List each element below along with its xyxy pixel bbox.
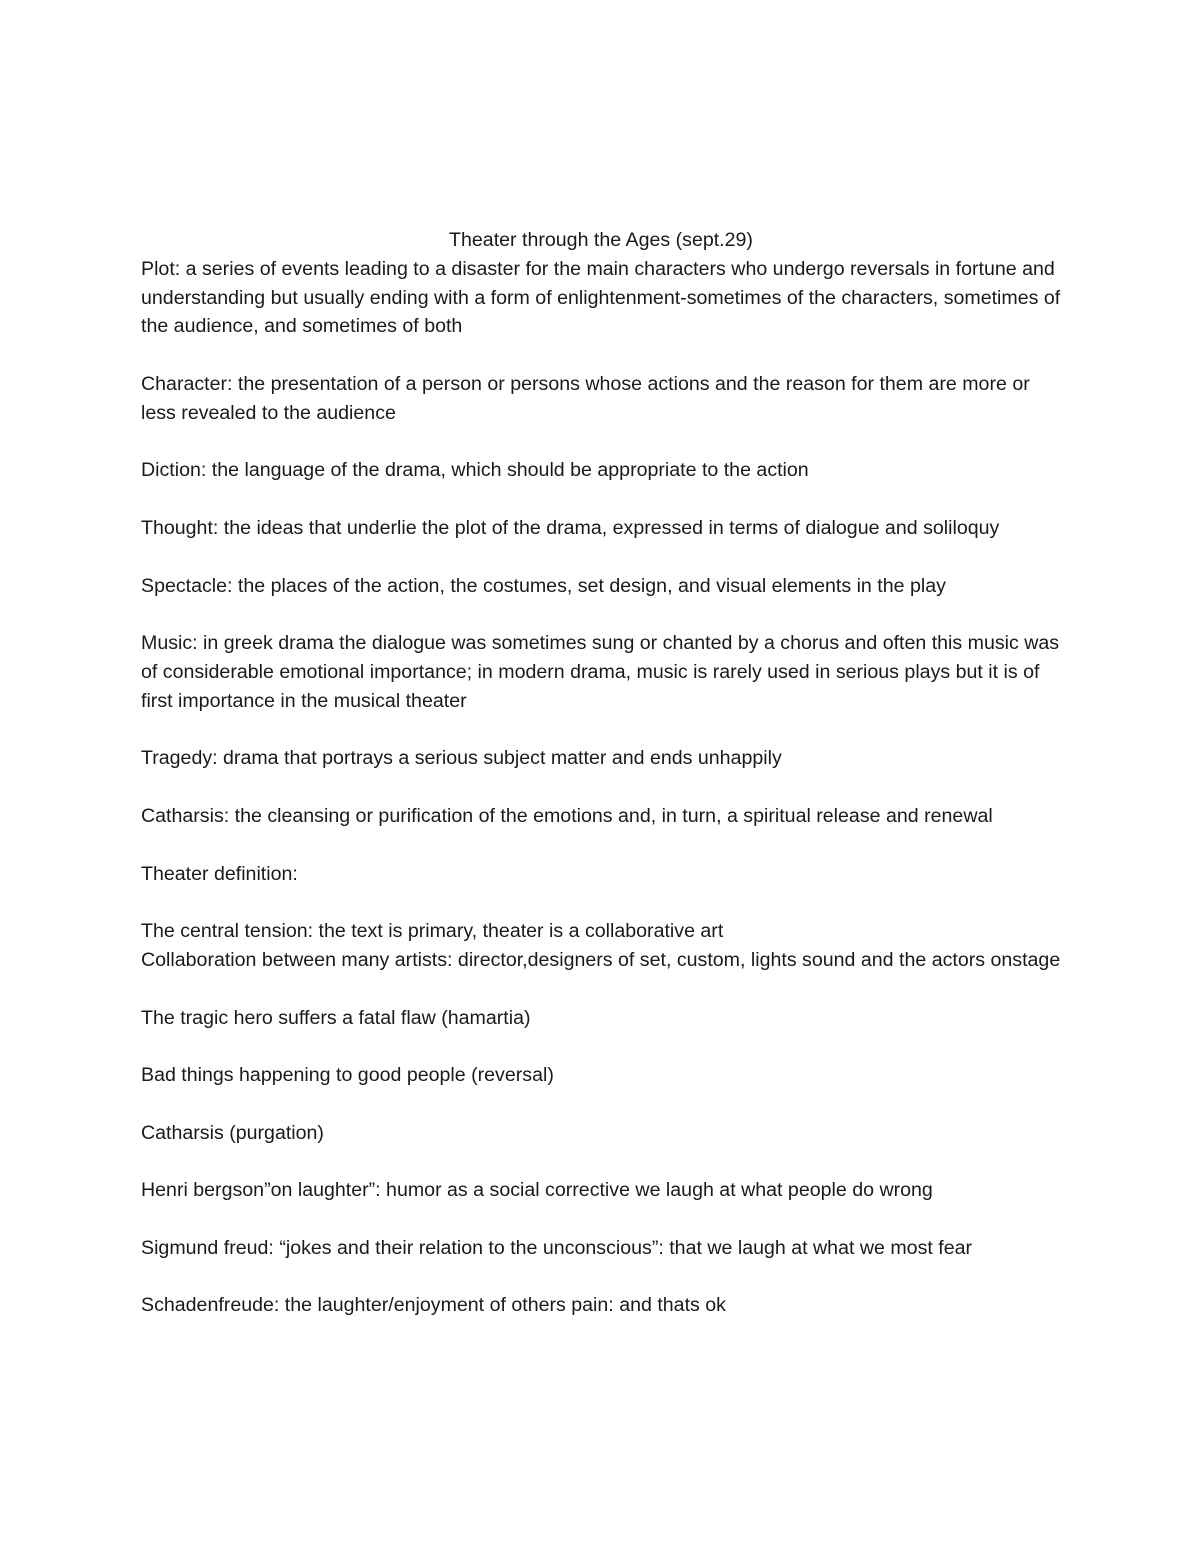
paragraph-tragic-hero: The tragic hero suffers a fatal flaw (hamartia) bbox=[141, 1006, 531, 1029]
paragraph-music: Music: in greek drama the dialogue was sometimes sung or chanted by a chorus and often this music was of considerable emotional importance; in modern drama, music is rarely used in serious plays but it is of first importance in the musical theater bbox=[141, 632, 1060, 712]
paragraph-tragedy: Tragedy: drama that portrays a serious subject matter and ends unhappily bbox=[141, 747, 782, 770]
paragraph-spectacle: Spectacle: the places of the action, the costumes, set design, and visual elements in the play bbox=[141, 574, 946, 597]
blank-line bbox=[141, 773, 1061, 802]
blank-line bbox=[141, 485, 1061, 514]
paragraph-freud: Sigmund freud: “jokes and their relation to the unconscious”: that we laugh at what we most fear bbox=[141, 1236, 973, 1259]
blank-line bbox=[141, 428, 1061, 457]
blank-line bbox=[141, 975, 1061, 1004]
document-title: Theater through the Ages (sept.29) bbox=[449, 229, 753, 251]
paragraph-schadenfreude: Schadenfreude: the laughter/enjoyment of others pain: and thats ok bbox=[141, 1294, 726, 1317]
blank-line bbox=[141, 1205, 1061, 1234]
paragraph-theater-definition: Theater definition: bbox=[141, 862, 298, 885]
paragraph-bergson: Henri bergson”on laughter”: humor as a social corrective we laugh at what people do wrong bbox=[141, 1179, 933, 1202]
paragraph-central-tension: The central tension: the text is primary, theater is a collaborative art bbox=[141, 920, 724, 943]
document-page bbox=[141, 226, 1061, 1320]
paragraph-collaboration: Collaboration between many artists: director,designers of set, custom, lights sound and the actors onstage bbox=[141, 948, 1061, 971]
blank-line bbox=[141, 543, 1061, 572]
blank-line bbox=[141, 1032, 1061, 1061]
paragraph-character: Character: the presentation of a person or persons whose actions and the reason for them are more or less revealed to the audience bbox=[141, 372, 1030, 424]
paragraph-reversal: Bad things happening to good people (reversal) bbox=[141, 1064, 554, 1087]
paragraph-plot: Plot: a series of events leading to a disaster for the main characters who undergo reversals in fortune and understanding but usually ending with a form of enlightenment-sometimes of the characters, sometimes of the audience, and sometimes of both bbox=[141, 257, 1061, 338]
blank-line bbox=[141, 831, 1061, 860]
paragraph-thought: Thought: the ideas that underlie the plot of the drama, expressed in terms of dialogue and soliloquy bbox=[141, 516, 1000, 539]
blank-line bbox=[141, 341, 1061, 370]
blank-line bbox=[141, 600, 1061, 629]
blank-line bbox=[141, 1090, 1061, 1119]
blank-line bbox=[141, 1263, 1061, 1292]
blank-line bbox=[141, 1148, 1061, 1177]
paragraph-purgation: Catharsis (purgation) bbox=[141, 1121, 324, 1144]
paragraph-catharsis: Catharsis: the cleansing or purification of the emotions and, in turn, a spiritual release and renewal bbox=[141, 804, 993, 827]
blank-line bbox=[141, 888, 1061, 917]
paragraph-diction: Diction: the language of the drama, which should be appropriate to the action bbox=[141, 459, 809, 482]
blank-line bbox=[141, 716, 1061, 745]
